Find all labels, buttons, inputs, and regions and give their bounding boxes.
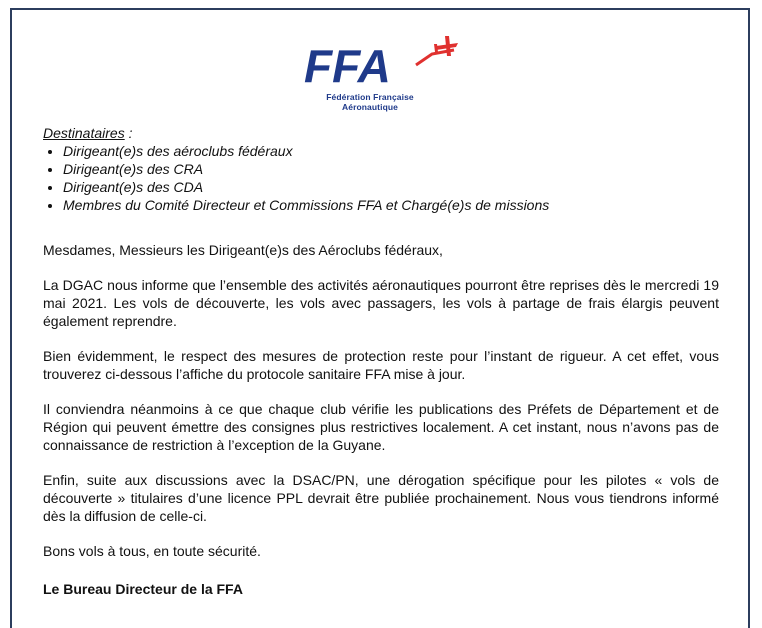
logo-subtitle: Fédération Française Aéronautique xyxy=(326,92,414,112)
greeting: Mesdames, Messieurs les Dirigeant(e)s des Aéroclubs fédéraux, xyxy=(43,242,443,258)
logo-letters: FFA xyxy=(304,40,391,92)
recipients-list xyxy=(43,142,719,214)
recipient-item: • Membres du Comité Directeur et Commissions FFA et Chargé(e)s de missions xyxy=(63,196,719,214)
paragraph: Bien évidemment, le respect des mesures de protection reste pour l’instant de rigueur. A cet effet, vous trouverez ci-dessous l’affiche du protocole sanitaire FFA mise à jour. xyxy=(43,348,719,382)
recipient-item: • Dirigeant(e)s des CRA xyxy=(63,160,719,178)
letter-body xyxy=(43,124,719,598)
paragraph: Il conviendra néanmoins à ce que chaque club vérifie les publications des Préfets de Département et de Région qui peuvent émettre des consignes plus restrictives localement. A cet instant, nous n’avons pas de connaissance de restriction à l’exception de la Guyane. xyxy=(43,401,719,453)
recipients-heading: Destinataires : xyxy=(43,125,133,141)
signature: Le Bureau Directeur de la FFA xyxy=(43,581,243,597)
recipient-item: • Dirigeant(e)s des CDA xyxy=(63,178,719,196)
paragraph: Enfin, suite aux discussions avec la DSAC/PN, une dérogation spécifique pour les pilotes « vols de découverte » titulaires d’une licence PPL devrait être publiée prochainement. Nous vous tiendrons informé dès la diffusion de celle-ci. xyxy=(43,472,719,524)
recipient-item: • Dirigeant(e)s des aéroclubs fédéraux xyxy=(63,142,719,160)
paragraph: La DGAC nous informe que l’ensemble des activités aéronautiques pourront être reprises dès le mercredi 19 mai 2021. Les vols de découverte, les vols avec passagers, les vols à partage de frais élargis peuvent également reprendre. xyxy=(43,277,719,329)
closing: Bons vols à tous, en toute sécurité. xyxy=(43,543,261,559)
